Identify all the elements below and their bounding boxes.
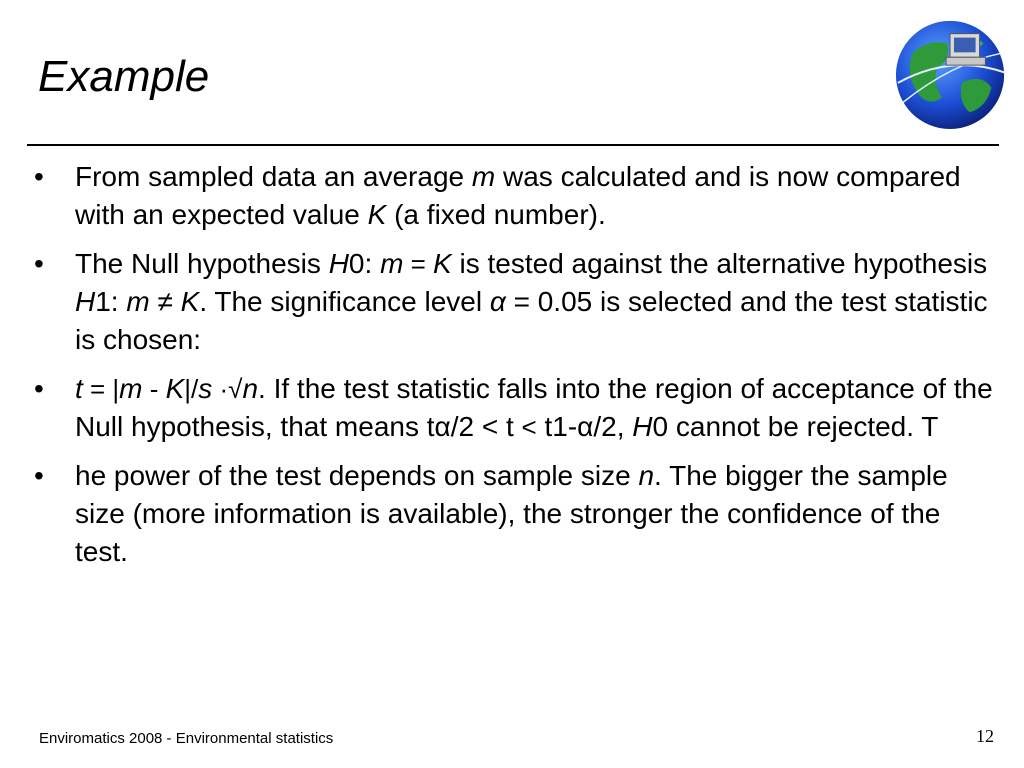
bullet-text: m [471,161,496,192]
bullet-text: was calculated and is now compared with an expected value [75,161,961,230]
bullet-text: α [489,286,506,317]
bullet-text: n [638,460,655,491]
bullet-text: K [180,286,200,317]
bullet-text: |/ [184,374,199,404]
bullet-text: 0 cannot be rejected. T [652,411,939,442]
bullet-text: K [165,373,185,404]
bullet-text: < [521,412,537,442]
bullet-text: n [242,373,259,404]
bullet-text: H [328,248,349,279]
bullet-text: K [367,199,387,230]
bullet-marker: • [34,248,44,279]
bullet-text: is tested against the alternative hypothesis [451,248,988,279]
bullet-text: = | [82,374,120,404]
bullet-text: (a fixed number). [386,199,606,230]
title-divider [27,144,999,146]
bullet-text: 0: [348,248,381,279]
bullet-text: = [403,249,434,279]
bullet-text: m [380,248,404,279]
bullet-text: . The bigger the sample size (more information is available), the stronger the confidence of the test. [75,460,948,567]
bullet-item [34,158,994,234]
bullet-text: . If the test statistic falls into the region of acceptance of the Null hypothesis, that means tα/2 < t [75,373,993,442]
bullet-list [34,158,994,582]
bullet-text: t1-α/2, [536,411,633,442]
bullet-item [34,245,994,359]
bullet-text: ≠ [149,286,181,317]
bullet-text: From sampled data an average [75,161,472,192]
bullet-text: 1: [95,286,127,317]
bullet-text: = 0.05 is selected and the test statistic is chosen: [75,286,988,355]
bullet-item [34,370,994,446]
slide-title: Example [38,52,210,101]
bullet-text: H [632,411,653,442]
bullet-item [34,457,994,571]
bullet-text: m [119,373,143,404]
bullet-text: m [126,286,150,317]
bullet-text: H [75,286,96,317]
bullet-text: t [75,373,83,404]
page-number: 12 [976,726,994,746]
bullet-marker: • [34,373,44,404]
bullet-text: he power of the test depends on sample size [75,460,639,491]
bullet-marker: • [34,460,44,491]
bullet-marker: • [34,161,44,192]
bullet-text: K [433,248,452,279]
bullet-text: ·√ [212,374,243,404]
slide-footer: Enviromatics 2008 - Environmental statistics [39,730,334,747]
bullet-text: - [142,374,166,404]
globe-computer-icon [893,14,1011,132]
bullet-text: The Null hypothesis [75,248,329,279]
bullet-text: . The significance level [199,286,490,317]
bullet-text: s [198,373,213,404]
